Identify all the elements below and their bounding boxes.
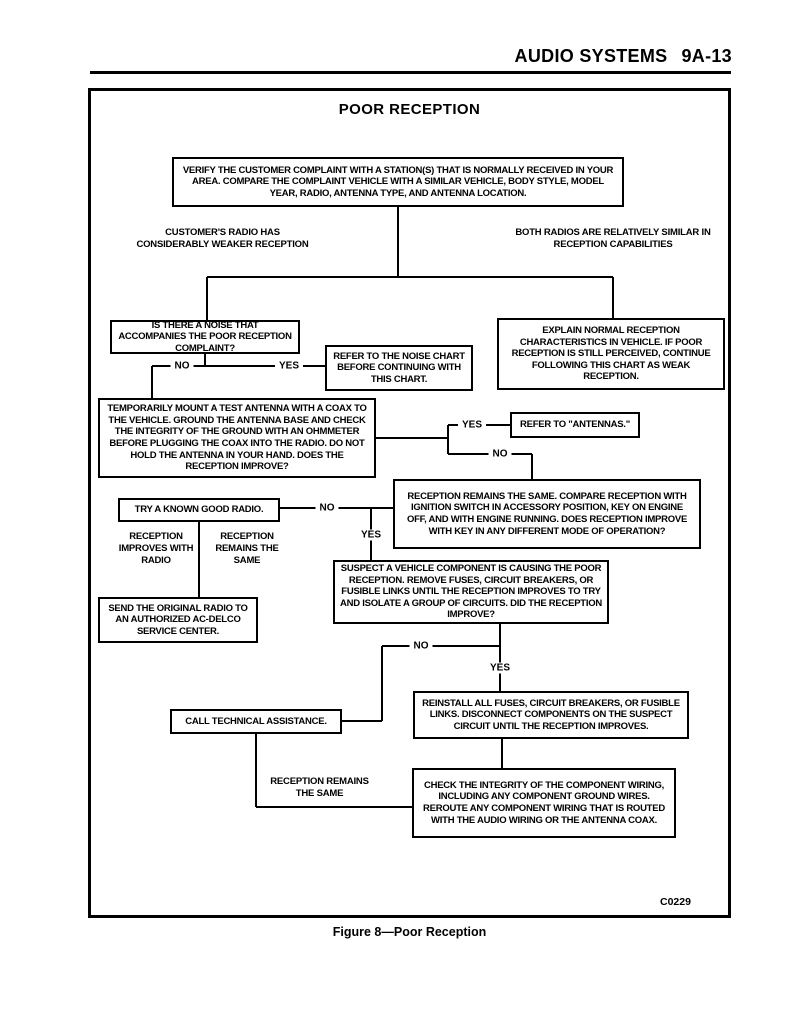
flowchart-box-reinstall-fuses: REINSTALL ALL FUSES, CIRCUIT BREAKERS, OR FUSIBLE LINKS. DISCONNECT COMPONENTS ON THE SUSPECT CIRCUIT UNTIL THE RECEPTION IMPROVES. xyxy=(413,691,689,739)
branch-label-yes: YES xyxy=(486,663,514,674)
figure-code: C0229 xyxy=(660,896,691,908)
branch-label-no: NO xyxy=(489,449,512,460)
branch-note-weaker-reception: CUSTOMER'S RADIO HAS CONSIDERABLY WEAKER RECEPTION xyxy=(136,227,309,250)
branch-note-reception-improves-with-radio: RECEPTION IMPROVES WITH RADIO xyxy=(118,531,194,566)
flowchart-box-explain-normal-reception: EXPLAIN NORMAL RECEPTION CHARACTERISTICS IN VEHICLE. IF POOR RECEPTION IS STILL PERCEIVED, CONTINUE FOLLOWING THIS CHART AS WEAK RECEPTION. xyxy=(497,318,725,390)
flowchart-box-try-known-good-radio: TRY A KNOWN GOOD RADIO. xyxy=(118,498,280,522)
flowchart-box-verify-complaint: VERIFY THE CUSTOMER COMPLAINT WITH A STATION(S) THAT IS NORMALLY RECEIVED IN YOUR AREA. COMPARE THE COMPLAINT VEHICLE WITH A SIMILAR VEHICLE, BODY STYLE, MODEL YEAR, RADIO, ANTENNA TYPE, AND ANTENNA LOCATION. xyxy=(172,157,624,207)
flowchart-box-refer-noise-chart: REFER TO THE NOISE CHART BEFORE CONTINUING WITH THIS CHART. xyxy=(325,345,473,391)
branch-note-similar-reception: BOTH RADIOS ARE RELATIVELY SIMILAR IN RECEPTION CAPABILITIES xyxy=(515,227,711,250)
branch-label-no: NO xyxy=(410,641,433,652)
figure-caption: Figure 8—Poor Reception xyxy=(332,925,487,939)
flowchart-box-refer-antennas: REFER TO "ANTENNAS." xyxy=(510,412,640,438)
branch-label-yes: YES xyxy=(458,420,486,431)
flowchart-box-noise-question: IS THERE A NOISE THAT ACCOMPANIES THE POOR RECEPTION COMPLAINT? xyxy=(110,320,300,354)
branch-label-no: NO xyxy=(171,361,194,372)
flowchart-title: POOR RECEPTION xyxy=(338,101,481,118)
branch-label-yes: YES xyxy=(357,530,385,541)
branch-label-yes: YES xyxy=(275,361,303,372)
section-title: AUDIO SYSTEMS xyxy=(514,46,668,66)
flowchart-box-test-antenna: TEMPORARILY MOUNT A TEST ANTENNA WITH A COAX TO THE VEHICLE. GROUND THE ANTENNA BASE AND CHECK THE INTEGRITY OF THE GROUND WITH AN OHMMETER BEFORE PLUGGING THE COAX INTO THE RADIO. DO NOT HOLD THE ANTENNA IN YOUR HAND. DOES THE RECEPTION IMPROVE? xyxy=(98,398,376,478)
flowchart-box-compare-ignition-modes: RECEPTION REMAINS THE SAME. COMPARE RECEPTION WITH IGNITION SWITCH IN ACCESSORY POSITION, KEY ON ENGINE OFF, AND WITH ENGINE RUNNING. DOES RECEPTION IMPROVE WITH KEY IN ANY DIFFERENT MODE OF OPERATION? xyxy=(393,479,701,549)
flowchart-box-suspect-vehicle-component: SUSPECT A VEHICLE COMPONENT IS CAUSING THE POOR RECEPTION. REMOVE FUSES, CIRCUIT BREAKERS, OR FUSIBLE LINKS UNTIL THE RECEPTION IMPROVES TO TRY AND ISOLATE A GROUP OF CIRCUITS. DID THE RECEPTION IMPROVE? xyxy=(333,560,609,624)
branch-note-reception-remains-same-bottom: RECEPTION REMAINS THE SAME xyxy=(270,776,369,799)
flowchart-box-send-radio-service-center: SEND THE ORIGINAL RADIO TO AN AUTHORIZED AC-DELCO SERVICE CENTER. xyxy=(98,597,258,643)
flowchart-box-check-component-wiring: CHECK THE INTEGRITY OF THE COMPONENT WIRING, INCLUDING ANY COMPONENT GROUND WIRES. REROUTE ANY COMPONENT WIRING THAT IS ROUTED WITH THE AUDIO WIRING OR THE ANTENNA COAX. xyxy=(412,768,676,838)
branch-note-reception-remains-same: RECEPTION REMAINS THE SAME xyxy=(215,531,279,566)
page-number: 9A-13 xyxy=(681,46,732,66)
flowchart-box-call-technical-assistance: CALL TECHNICAL ASSISTANCE. xyxy=(170,709,342,734)
branch-label-no: NO xyxy=(316,503,339,514)
